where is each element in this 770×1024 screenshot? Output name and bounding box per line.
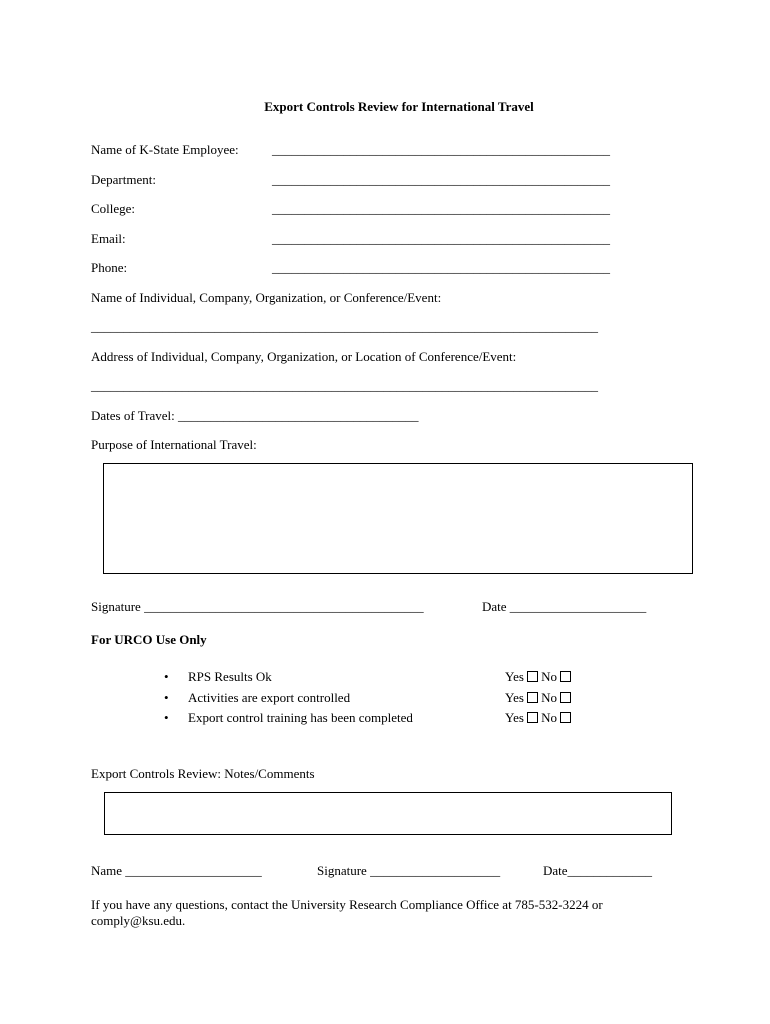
yes-label: Yes	[505, 690, 524, 705]
bullet-icon: •	[164, 669, 169, 684]
form-title: Export Controls Review for International Travel	[264, 99, 534, 114]
employee-name-label: Name of K-State Employee:	[91, 142, 239, 157]
no-label: No	[541, 710, 558, 725]
dates-of-travel-field[interactable]: Dates of Travel: _____________________________________	[91, 408, 419, 423]
traveler-signature-field[interactable]: Signature ___________________________________________	[91, 599, 424, 614]
notes-label: Export Controls Review: Notes/Comments	[91, 766, 315, 781]
checklist-item-label: Activities are export controlled	[188, 690, 351, 705]
no-label: No	[541, 690, 558, 705]
traveler-date-field[interactable]: Date _____________________	[482, 599, 647, 614]
no-checkbox[interactable]	[560, 692, 571, 703]
bullet-icon: •	[164, 710, 169, 725]
checklist-item-label: RPS Results Ok	[188, 669, 272, 684]
reviewer-name-field[interactable]: Name _____________________	[91, 863, 262, 878]
college-label: College:	[91, 201, 136, 216]
department-field[interactable]: ____________________________________________________	[272, 172, 610, 187]
bullet-icon: •	[164, 690, 169, 705]
contact-text-line1: If you have any questions, contact the University Research Compliance Office at 785-532-3224 or	[91, 897, 603, 912]
checklist-item-options	[505, 710, 571, 726]
college-field[interactable]: ____________________________________________________	[272, 201, 610, 216]
purpose-textbox[interactable]	[103, 463, 693, 574]
yes-checkbox[interactable]	[527, 692, 538, 703]
purpose-label: Purpose of International Travel:	[91, 437, 257, 452]
department-label: Department:	[91, 172, 156, 187]
phone-label: Phone:	[91, 260, 128, 275]
yes-label: Yes	[505, 669, 524, 684]
employee-name-field[interactable]: ____________________________________________________	[272, 142, 610, 157]
notes-textbox[interactable]	[104, 792, 672, 835]
email-field[interactable]: ____________________________________________________	[272, 231, 610, 246]
reviewer-date-field[interactable]: Date_____________	[543, 863, 653, 878]
address-field[interactable]: ______________________________________________________________________________	[91, 378, 598, 393]
yes-checkbox[interactable]	[527, 712, 538, 723]
individual-label: Name of Individual, Company, Organization, or Conference/Event:	[91, 290, 442, 305]
phone-field[interactable]: ____________________________________________________	[272, 260, 610, 275]
individual-field[interactable]: ______________________________________________________________________________	[91, 319, 598, 334]
address-label: Address of Individual, Company, Organization, or Location of Conference/Event:	[91, 349, 517, 364]
yes-checkbox[interactable]	[527, 671, 538, 682]
yes-label: Yes	[505, 710, 524, 725]
checklist-item-options	[505, 690, 571, 706]
email-label: Email:	[91, 231, 126, 246]
no-checkbox[interactable]	[560, 671, 571, 682]
checklist-item-label: Export control training has been completed	[188, 710, 413, 725]
reviewer-signature-field[interactable]: Signature ____________________	[317, 863, 501, 878]
urco-heading: For URCO Use Only	[91, 632, 207, 647]
no-checkbox[interactable]	[560, 712, 571, 723]
no-label: No	[541, 669, 558, 684]
contact-email-link[interactable]: comply@ksu.edu.	[91, 913, 186, 928]
checklist-item-options	[505, 669, 571, 685]
